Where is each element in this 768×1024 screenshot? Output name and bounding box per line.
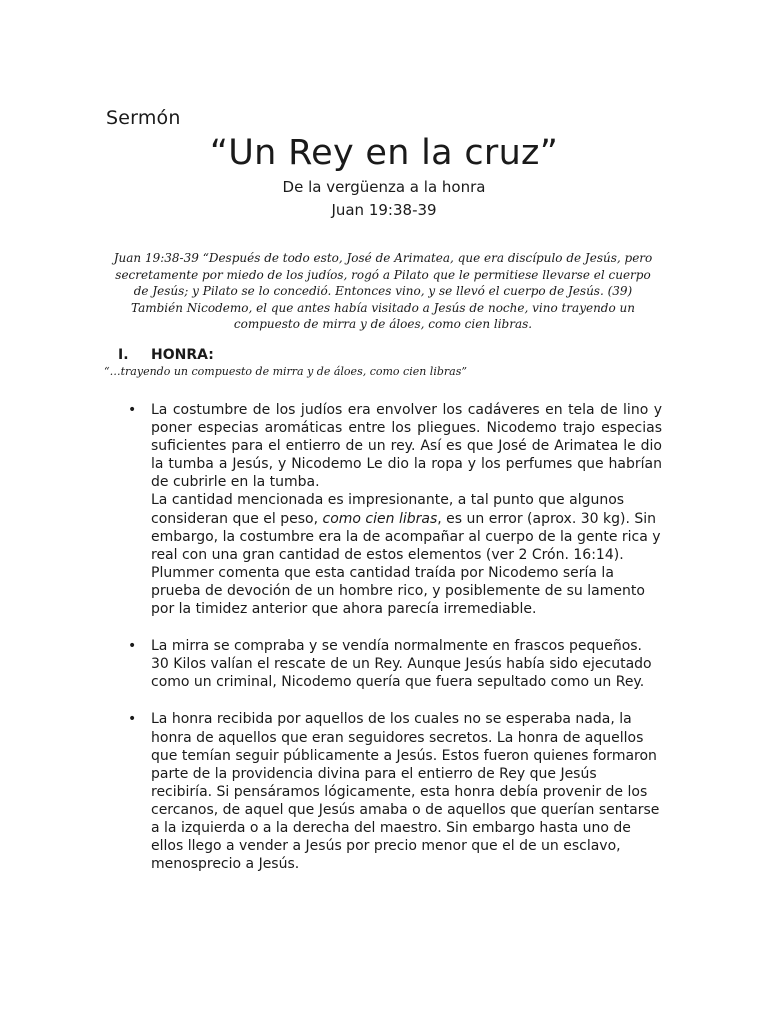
bullet-marker: •	[128, 638, 137, 655]
list-item	[126, 710, 662, 873]
passage-line: secretamente por miedo de los judíos, rogó a Pilato que le permitiese llevarse el cuerpo	[115, 267, 651, 282]
scripture-passage	[100, 250, 666, 333]
section-number: I.	[118, 347, 129, 363]
bullet-marker: •	[128, 711, 137, 728]
bullet-paragraph	[151, 491, 662, 618]
italic-phrase: como cien libras	[322, 510, 438, 527]
bullet-paragraph: La honra recibida por aquellos de los cuales no se esperaba nada, la honra de aquellos que eran seguidores secretos. La honra de aquellos que temían seguir públicamente a Jesús. Estos fueron quienes formaron parte de la providencia divina para el entierro de Rey que Jesús recibiría. Si pensáramos lógicamente, esta honra debía provenir de los cercanos, de aquel que Jesús amaba o de aquellos que querían sentarse a la izquierda o a la derecha del maestro. Sin embargo hasta uno de ellos llego a vender a Jesús por precio menor que el de un esclavo, menosprecio a Jesús.	[151, 711, 660, 873]
section-heading	[118, 347, 214, 363]
bullet-paragraph: La mirra se compraba y se vendía normalmente en frascos pequeños. 30 Kilos valían el rescate de un Rey. Aunque Jesús había sido ejecutado como un criminal, Nicodemo quería que fuera sepultado como un Rey.	[151, 638, 652, 691]
document-label: Sermón	[106, 107, 181, 129]
passage-line: También Nicodemo, el que antes había visitado a Jesús de noche, vino trayendo un	[131, 300, 635, 315]
passage-line: de Jesús; y Pilato se lo concedió. Entonces vino, y se llevó el cuerpo de Jesús. (39)	[133, 284, 633, 298]
page-subtitle: De la vergüenza a la honra	[282, 178, 486, 196]
paragraph-text: La cantidad mencionada es impresionante, a tal punto que algunos consideran que el peso,	[151, 492, 625, 527]
section-quote: “…trayendo un compuesto de mirra y de áloes, como cien libras”	[104, 365, 467, 378]
scripture-reference: Juan 19:38-39	[331, 201, 437, 219]
list-item	[126, 637, 662, 691]
bullet-marker: •	[128, 402, 137, 418]
section-title: HONRA:	[151, 347, 214, 363]
passage-line: Juan 19:38-39 “Después de todo esto, José de Arimatea, que era discípulo de Jesús, pero	[113, 251, 653, 265]
list-item	[126, 401, 662, 618]
bullet-list	[126, 401, 662, 892]
paragraph-text: , es un error (aprox. 30 kg). Sin embargo, la costumbre era la de acompañar al cuerpo de la gente rica y real con una gran cantidad de estos elementos (ver 2 Crón. 16:14). Plummer comenta que esta cantidad traída por Nicodemo sería la prueba de devoción de un hombre rico, y posiblemente de su lamento por la timidez anterior que ahora parecía irremediable.	[151, 510, 661, 618]
bullet-paragraph: La costumbre de los judíos era envolver los cadáveres en tela de lino y poner especias aromáticas entre los pliegues. Nicodemo trajo especias suficientes para el entierro de un rey. Así es que José de Arimatea le dio la tumba a Jesús, y Nicodemo Le dio la ropa y los perfumes que habrían de cubrirle en la tumba.	[151, 402, 662, 491]
passage-line: compuesto de mirra y de áloes, como cien libras.	[233, 317, 533, 331]
page-title: “Un Rey en la cruz”	[209, 133, 559, 173]
